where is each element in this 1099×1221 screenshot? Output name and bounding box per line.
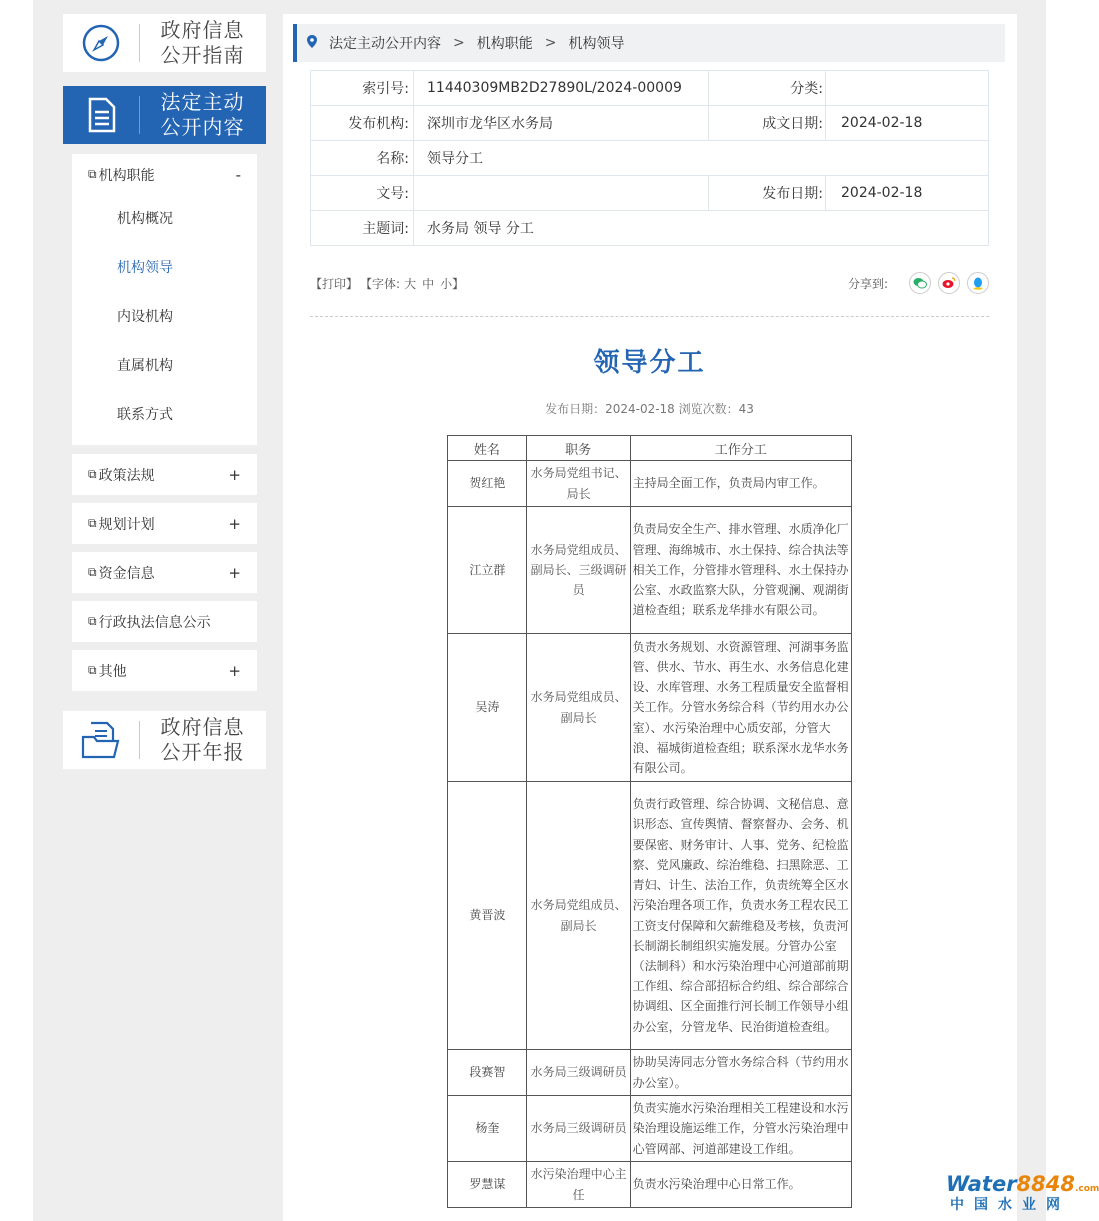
cell-title: 水务局党组成员、副局长 [526, 634, 630, 782]
breadcrumb-sep: > [453, 35, 465, 51]
meta-key: 分类: [709, 71, 826, 106]
logo-brand-b: 8848 [1016, 1172, 1075, 1196]
cell-work: 主持局全面工作，负责局内审工作。 [630, 461, 851, 507]
logo-brand [946, 1172, 1099, 1196]
wechat-icon[interactable] [909, 272, 931, 294]
meta-key: 索引号: [311, 71, 414, 106]
cell-title: 水污染治理中心主任 [526, 1162, 630, 1208]
meta-value: 2024-02-18 [826, 176, 989, 211]
font-size-label: 【字体: [360, 276, 401, 291]
nav-group-policy[interactable] [72, 454, 257, 495]
nav-item-internal[interactable]: 内设机构 [117, 309, 173, 325]
meta-key: 文号: [311, 176, 414, 211]
qq-icon[interactable] [967, 272, 989, 294]
article-title: 领导分工 [593, 348, 706, 378]
meta-value: 深圳市龙华区水务局 [414, 106, 709, 141]
active-label-line1: 法定主动 [160, 90, 245, 114]
location-pin-icon [307, 35, 317, 52]
share-bar [848, 272, 989, 294]
sidebar [63, 14, 266, 769]
nav-group-label: 政策法规 [98, 467, 155, 484]
meta-value [826, 71, 989, 106]
document-icon [63, 86, 139, 144]
meta-key: 发布日期: [709, 176, 826, 211]
site-logo [946, 1172, 1099, 1216]
annual-label-line2: 公开年报 [160, 740, 245, 764]
cell-work: 负责行政管理、综合协调、文秘信息、意识形态、宣传舆情、督察督办、会务、机要保密、财务审计、人事、党务、纪检监察、党风廉政、综治维稳、扫黑除恶、工青妇、计生、法治工作，负责统筹全区水污染治理各项工作，负责水务工程农民工工资支付保障和欠薪维稳及考核，负责河长制湖长制组织实施发展。分管办公室（法制科）和水污染治理中心河道部前期工作组、综合部招标合约组、综合部综合协调组、区全面推行河长制工作领导小组办公室，分管龙华、民治街道检查组。 [630, 782, 851, 1050]
font-medium-button[interactable]: 中 [422, 276, 435, 291]
cell-name: 黄晋波 [448, 782, 527, 1050]
divider-line [310, 316, 989, 317]
card-divider [139, 721, 140, 759]
nav-group-funds[interactable] [72, 552, 257, 593]
table-row [448, 1162, 852, 1208]
copy-doc-icon: ⧉ [88, 565, 97, 579]
nav-group-other[interactable] [72, 650, 257, 691]
table-row [448, 461, 852, 507]
breadcrumb [293, 24, 1005, 62]
cell-work: 负责水务规划、水资源管理、河湖事务监管、供水、节水、再生水、水务信息化建设、水库管理、水务工程质量安全监督相关工作。分管水务综合科（节约用水办公室）、水污染治理中心质安部，分管大浪、福城街道检查组；联系深水龙华水务有限公司。 [630, 634, 851, 782]
nav-group-plan[interactable] [72, 503, 257, 544]
card-divider [139, 24, 140, 62]
guide-label-line2: 公开指南 [160, 43, 245, 67]
expand-icon[interactable]: + [228, 563, 241, 582]
cell-name: 罗慧谋 [448, 1162, 527, 1208]
expand-icon[interactable]: + [228, 661, 241, 680]
breadcrumb-sep: > [544, 35, 557, 51]
annual-report-card[interactable] [63, 711, 266, 769]
cell-name: 贺红艳 [448, 461, 527, 507]
cell-title: 水务局党组书记、局长 [526, 461, 630, 507]
cell-name: 段赛智 [448, 1050, 527, 1096]
cell-name: 杨奎 [448, 1096, 527, 1162]
meta-value [414, 176, 709, 211]
table-row [448, 1096, 852, 1162]
weibo-icon[interactable] [938, 272, 960, 294]
table-header: 工作分工 [630, 436, 851, 461]
meta-value: 水务局 领导 分工 [414, 211, 989, 246]
meta-key: 主题词: [311, 211, 414, 246]
guide-label [139, 18, 266, 68]
breadcrumb-link-public[interactable]: 法定主动公开内容 [329, 36, 441, 52]
table-row [448, 1050, 852, 1096]
logo-brand-c: .com [1075, 1184, 1099, 1194]
nav-item-overview[interactable]: 机构概况 [117, 211, 173, 227]
nav-group-label: 其他 [98, 663, 127, 680]
logo-brand-a: Water [946, 1172, 1017, 1196]
copy-doc-icon: ⧉ [88, 663, 97, 677]
cell-work: 负责实施水污染治理相关工程建设和水污染治理设施运维工作，分管水污染治理中心管网部、河道部建设工作组。 [630, 1096, 851, 1162]
meta-value: 11440309MB2D27890L/2024-00009 [414, 71, 709, 106]
font-large-button[interactable]: 大 [404, 276, 417, 291]
annual-label-line1: 政府信息 [160, 715, 245, 739]
cell-name: 江立群 [448, 507, 527, 634]
nav-group-label: 资金信息 [98, 565, 155, 582]
table-row [448, 782, 852, 1050]
meta-key: 成文日期: [709, 106, 826, 141]
cell-work: 负责局安全生产、排水管理、水质净化厂管理、海绵城市、水土保持、综合执法等相关工作，分管排水管理科、水土保持办公室、水政监察大队，分管观澜、观湖街道检查组；联系龙华排水有限公司。 [630, 507, 851, 634]
meta-table [310, 70, 989, 246]
guide-card[interactable] [63, 14, 266, 72]
print-button[interactable]: 【打印】 [310, 276, 359, 291]
cell-work: 负责水污染治理中心日常工作。 [630, 1162, 851, 1208]
nav-group-enforcement[interactable] [72, 601, 257, 642]
meta-key: 名称: [311, 141, 414, 176]
meta-value: 2024-02-18 [826, 106, 989, 141]
cell-title: 水务局三级调研员 [526, 1096, 630, 1162]
nav-group-label: 行政执法信息公示 [98, 614, 211, 631]
copy-doc-icon: ⧉ [88, 516, 97, 530]
folder-doc-icon [63, 711, 139, 769]
compass-icon [63, 14, 139, 72]
duty-table [447, 435, 852, 1208]
expand-icon[interactable]: + [228, 514, 241, 533]
annual-label [139, 715, 266, 765]
meta-value: 领导分工 [414, 141, 989, 176]
copy-doc-icon: ⧉ [88, 167, 97, 181]
copy-doc-icon: ⧉ [88, 467, 97, 481]
font-small-button[interactable]: 小】 [440, 276, 465, 291]
table-header: 姓名 [448, 436, 527, 461]
section-title: 机构职能 [98, 167, 155, 184]
nav-item-contact[interactable]: 联系方式 [117, 407, 173, 423]
nav-item-affiliated[interactable]: 直属机构 [117, 358, 173, 374]
active-label-line2: 公开内容 [160, 115, 245, 139]
meta-key: 发布机构: [311, 106, 414, 141]
table-row [448, 507, 852, 634]
table-row [448, 634, 852, 782]
cell-title: 水务局三级调研员 [526, 1050, 630, 1096]
logo-cn: 中国水业网 [950, 1197, 1070, 1213]
toolbar [310, 272, 989, 294]
section-header[interactable] [72, 154, 257, 195]
card-divider [139, 96, 140, 134]
share-label: 分享到: [847, 276, 888, 291]
guide-label-line1: 政府信息 [160, 18, 245, 42]
expand-icon[interactable]: + [228, 465, 241, 484]
cell-title: 水务局党组成员、副局长 [526, 782, 630, 1050]
active-content-card[interactable] [63, 86, 266, 144]
main-content [283, 14, 1017, 1221]
active-label [139, 90, 266, 140]
breadcrumb-link-functions[interactable]: 机构职能 [476, 36, 533, 52]
table-header: 职务 [526, 436, 630, 461]
cell-name: 吴涛 [448, 634, 527, 782]
cell-work: 协助吴涛同志分管水务综合科（节约用水办公室）。 [630, 1050, 851, 1096]
collapse-icon[interactable]: - [235, 165, 241, 184]
section-panel [72, 154, 257, 445]
breadcrumb-link-leaders[interactable]: 机构领导 [568, 36, 625, 52]
article-info: 发布日期：2024-02-18 浏览次数：43 [545, 402, 754, 416]
cell-title: 水务局党组成员、副局长、三级调研员 [526, 507, 630, 634]
nav-item-leaders[interactable]: 机构领导 [117, 260, 173, 276]
nav-group-label: 规划计划 [98, 516, 155, 533]
copy-doc-icon: ⧉ [88, 614, 97, 628]
